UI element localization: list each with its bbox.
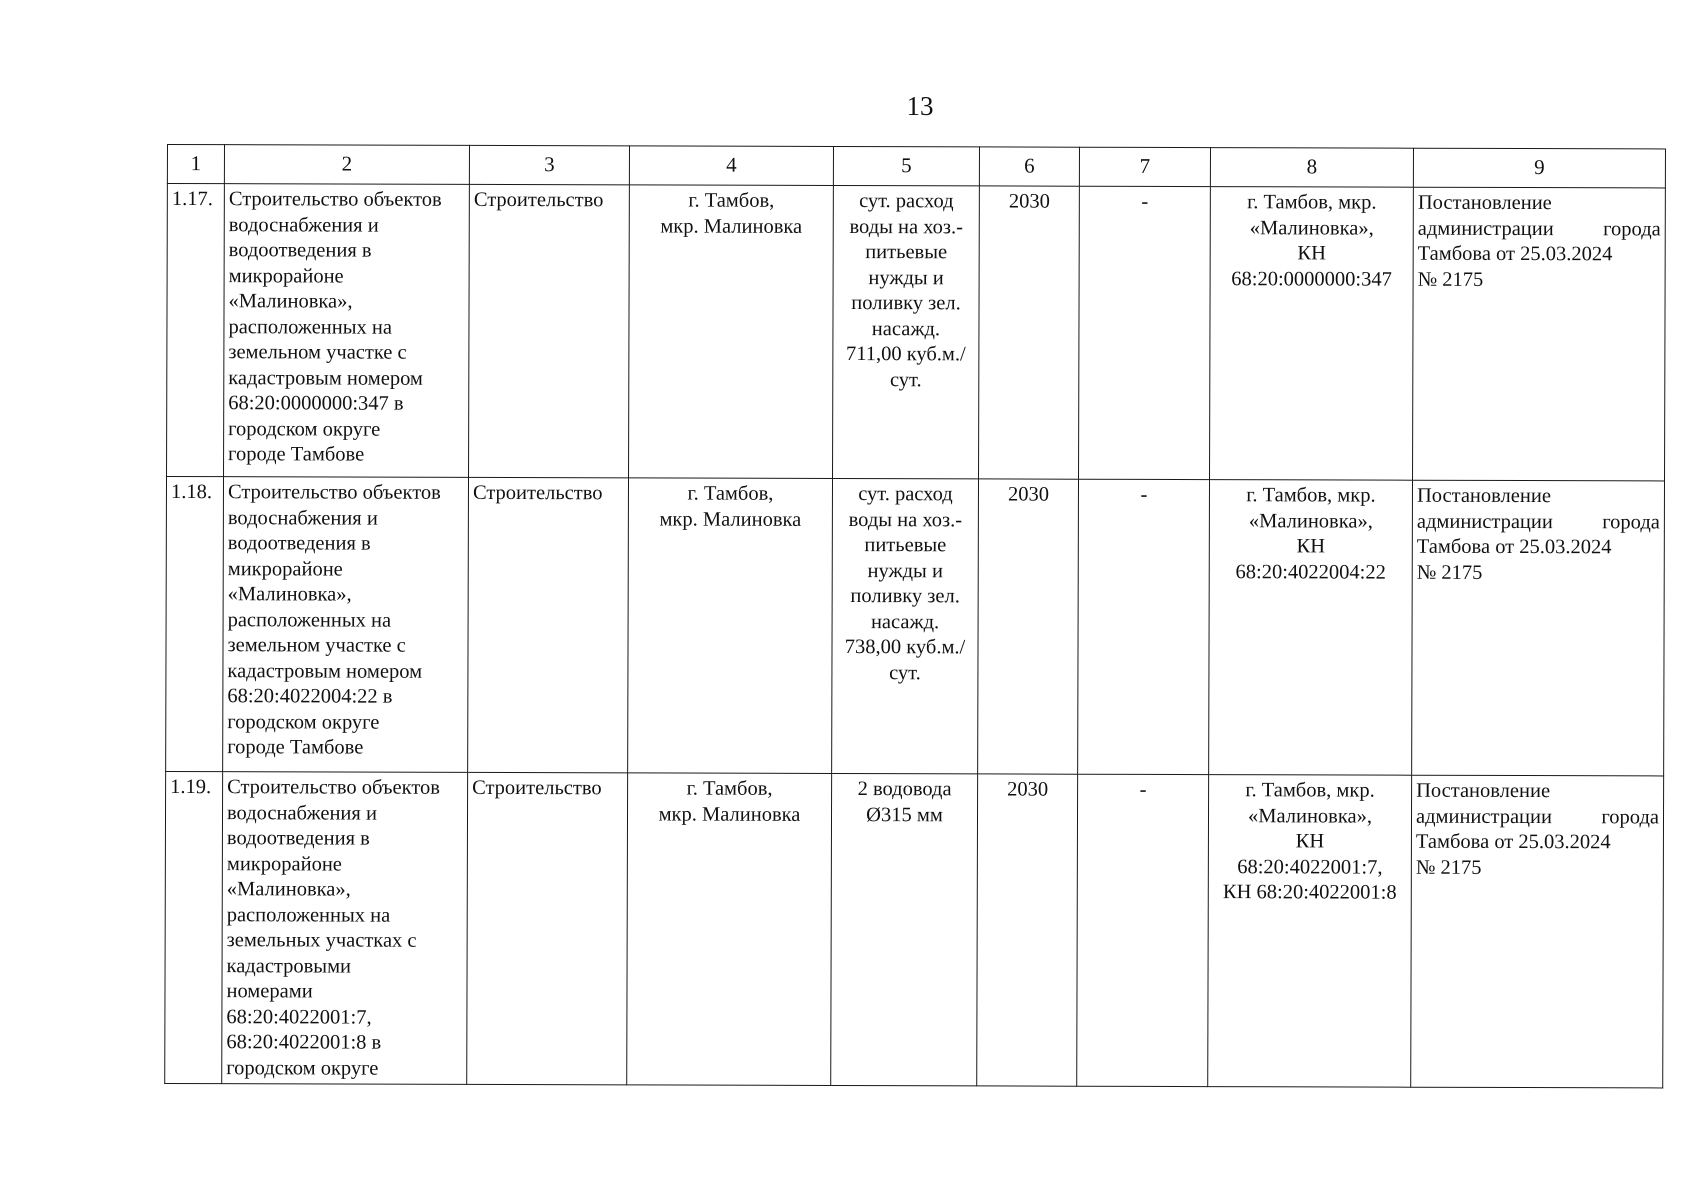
text-line: микрорайоне xyxy=(228,264,344,288)
text-line: 68:20:4022001:7, xyxy=(1237,855,1383,879)
text-line: 68:20:4022004:22 xyxy=(1235,560,1386,584)
text-line: «Малиновка», xyxy=(226,878,351,901)
characteristics xyxy=(832,478,979,773)
text-line: Тамбова от 25.03.2024 xyxy=(1417,242,1613,266)
objects-table xyxy=(164,144,1666,1088)
text-line: поливку зел. xyxy=(850,585,960,608)
address xyxy=(1208,775,1412,1088)
header-cell: 9 xyxy=(1413,148,1665,188)
text-line: № 2175 xyxy=(1417,268,1484,291)
location xyxy=(628,478,833,774)
text-line: кадастровыми xyxy=(226,954,352,978)
text-line: КН 68:20:4022001:8 xyxy=(1222,881,1397,904)
object-name xyxy=(222,772,468,1085)
text-line: мкр. Малиновка xyxy=(659,507,802,531)
text-line: номерами xyxy=(226,980,313,1003)
text-line: городском округе xyxy=(228,417,381,441)
table-row xyxy=(166,477,1665,776)
text-line: 68:20:4022001:7, xyxy=(226,1005,372,1029)
table-row xyxy=(165,771,1664,1087)
legal-basis xyxy=(1411,775,1664,1088)
text-line: земельном участке с xyxy=(227,634,406,657)
address xyxy=(1209,480,1413,776)
work-type: Строительство xyxy=(469,184,630,477)
header-cell: 3 xyxy=(469,145,629,184)
text-line: г. Тамбов, мкр. xyxy=(1246,484,1376,507)
text-line: питьевые xyxy=(865,241,948,264)
row-number: 1.18. xyxy=(166,477,224,772)
text-line: 68:20:0000000:347 в xyxy=(228,392,404,415)
text-line: Строительство объектов xyxy=(227,776,440,799)
location xyxy=(627,773,832,1086)
object-name xyxy=(224,184,470,478)
text-line: водоснабжения и xyxy=(226,801,377,825)
text-line: городском округе xyxy=(226,1056,379,1080)
text-line: Тамбова от 25.03.2024 xyxy=(1415,830,1611,854)
text-line: мкр. Малиновка xyxy=(660,214,803,238)
text-line: Постановление xyxy=(1417,191,1552,215)
row-number: 1.19. xyxy=(165,771,223,1083)
text-line: расположенных на xyxy=(228,315,393,339)
text-line: водоотведения в xyxy=(226,827,370,850)
text-line: 711,00 куб.м./ xyxy=(845,343,966,366)
text-line: «Малиновка», xyxy=(228,290,353,313)
text-line: сут. xyxy=(889,368,922,391)
header-cell: 1 xyxy=(167,145,224,184)
text-line: водоотведения в xyxy=(228,239,372,262)
header-cell: 5 xyxy=(833,146,979,185)
text-line: г. Тамбов, xyxy=(687,482,774,505)
work-type: Строительство xyxy=(467,772,628,1084)
row-number: 1.17. xyxy=(167,184,225,477)
header-cell: 2 xyxy=(224,145,469,185)
header-row xyxy=(167,145,1665,188)
header-cell: 8 xyxy=(1210,148,1413,188)
text-line: Строительство объектов xyxy=(227,481,441,504)
page-number: 13 xyxy=(906,91,934,121)
text-line: земельных участках с xyxy=(226,929,417,952)
text-line: 68:20:0000000:347 xyxy=(1231,267,1392,291)
text-line: г. Тамбов, xyxy=(686,777,773,800)
text-line: расположенных на xyxy=(226,903,391,927)
text-line: администрации города xyxy=(1416,510,1660,533)
text-line: КН xyxy=(1296,535,1326,558)
table-row xyxy=(167,184,1666,481)
text-line: «Малиновка», xyxy=(1247,804,1373,828)
column-7-value: - xyxy=(1079,186,1211,479)
text-line: «Малиновка», xyxy=(1248,509,1373,533)
year: 2030 xyxy=(979,186,1080,479)
year: 2030 xyxy=(977,774,1078,1086)
text-line: Тамбова от 25.03.2024 xyxy=(1416,535,1612,559)
text-line: № 2175 xyxy=(1416,561,1483,584)
text-line: микрорайоне xyxy=(226,852,342,876)
text-line: г. Тамбов, мкр. xyxy=(1247,191,1377,214)
text-line: «Малиновка», xyxy=(1249,216,1374,240)
text-line: воды на хоз.- xyxy=(849,215,964,238)
text-line: кадастровым номером xyxy=(227,659,423,683)
text-line: сут. расход xyxy=(859,190,954,213)
text-line: 68:20:4022001:8 в xyxy=(226,1031,382,1054)
text-line: насажд. xyxy=(870,610,940,633)
text-line: сут. расход xyxy=(858,483,953,506)
text-line: городском округе xyxy=(227,710,380,734)
address xyxy=(1210,187,1414,481)
column-7-value: - xyxy=(1078,479,1210,774)
text-line: водоснабжения и xyxy=(228,213,379,237)
text-line: земельном участке с xyxy=(228,341,407,364)
text-line: городе Тамбове xyxy=(228,443,365,466)
text-line: г. Тамбов, мкр. xyxy=(1245,779,1375,802)
text-line: поливку зел. xyxy=(851,292,961,315)
text-line: водоснабжения и xyxy=(227,506,378,530)
text-line: 2 водовода xyxy=(857,778,952,801)
text-line: нужды и xyxy=(868,266,944,289)
column-7-value: - xyxy=(1077,774,1209,1086)
text-line: микрорайоне xyxy=(227,557,343,581)
text-line: № 2175 xyxy=(1415,856,1482,879)
characteristics xyxy=(833,185,980,478)
text-line: водоотведения в xyxy=(227,532,371,555)
text-line: насажд. xyxy=(871,317,941,340)
text-line: «Малиновка», xyxy=(227,583,352,606)
object-name xyxy=(223,477,469,773)
text-line: КН xyxy=(1297,242,1326,265)
text-line: администрации города xyxy=(1415,805,1660,828)
text-line: Постановление xyxy=(1416,779,1551,803)
text-line: городе Тамбове xyxy=(227,736,364,759)
year: 2030 xyxy=(978,479,1079,774)
text-line: мкр. Малиновка xyxy=(658,802,801,826)
text-line: Постановление xyxy=(1416,484,1551,508)
text-line: питьевые xyxy=(864,534,947,557)
header-cell: 4 xyxy=(629,146,833,186)
text-line: нужды и xyxy=(867,559,943,582)
header-cell: 6 xyxy=(979,147,1079,186)
text-line: г. Тамбов, xyxy=(688,189,775,212)
header-cell: 7 xyxy=(1079,147,1210,186)
text-line: расположенных на xyxy=(227,608,392,632)
text-line: Строительство объектов xyxy=(228,188,442,211)
text-line: сут. xyxy=(889,661,921,684)
location xyxy=(629,185,834,479)
legal-basis xyxy=(1412,480,1665,776)
text-line: 738,00 куб.м./ xyxy=(844,636,966,659)
text-line: воды на хоз.- xyxy=(848,508,963,531)
text-line: кадастровым номером xyxy=(228,366,423,390)
legal-basis xyxy=(1413,187,1666,481)
text-line: КН xyxy=(1295,830,1325,853)
work-type: Строительство xyxy=(468,477,629,772)
text-line: 68:20:4022004:22 в xyxy=(227,685,393,708)
characteristics xyxy=(831,773,978,1085)
text-line: администрации города xyxy=(1417,217,1661,240)
text-line: Ø315 мм xyxy=(866,803,943,826)
